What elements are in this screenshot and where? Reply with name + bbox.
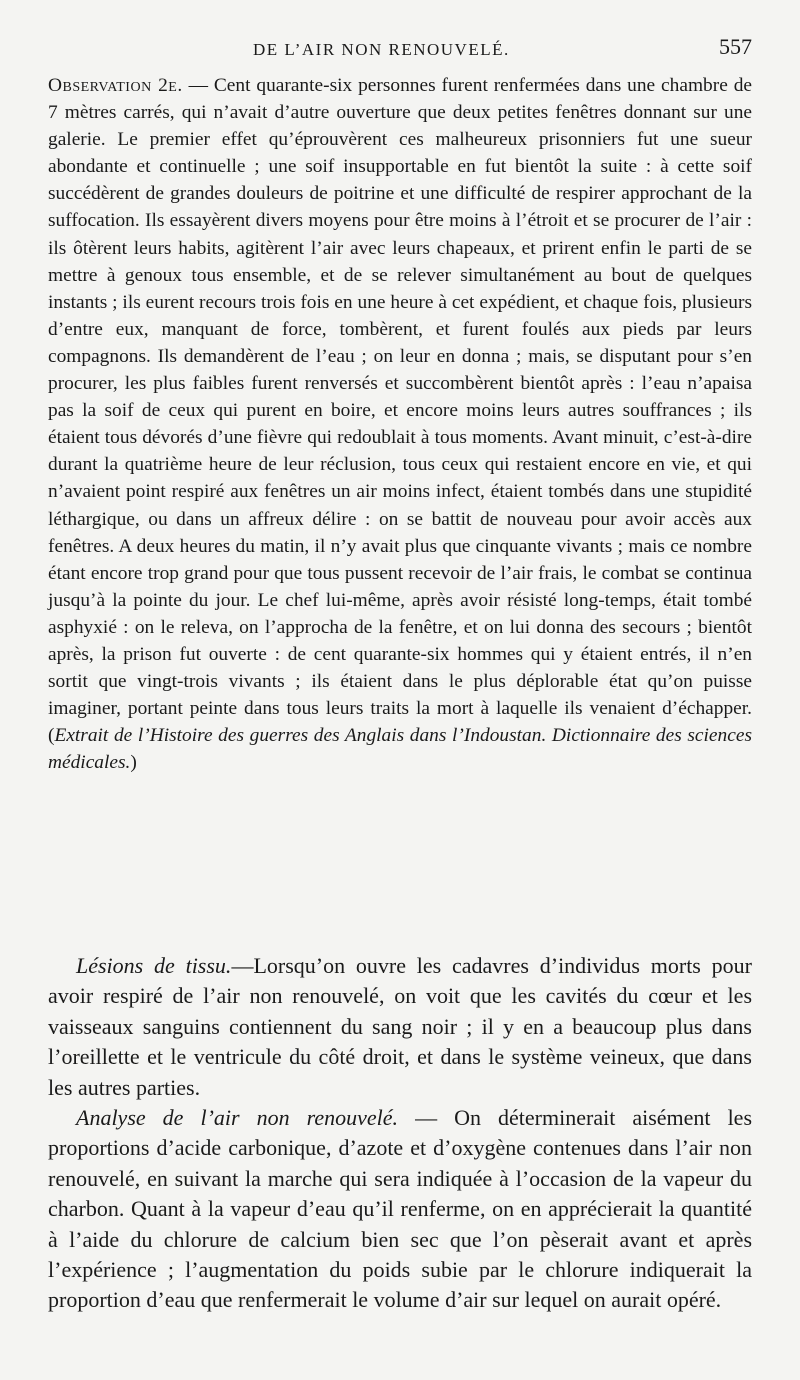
- observation-section: [48, 72, 752, 776]
- observation-paragraph: [48, 72, 752, 776]
- page-number: 557: [719, 34, 752, 59]
- observation-citation: Extrait de l’Histoire des guerres des Anglais dans l’Indoustan. Dictionnaire des sciences médicales.: [48, 725, 752, 774]
- observation-label: Observation 2e.: [48, 75, 183, 96]
- observation-closing: ): [130, 752, 137, 774]
- observation-text: — Cent quarante-six personnes furent renfermées dans une chambre de 7 mètres carrés, qui n’avait d’autre ouverture que deux petites fenêtres donnant sur une galerie. Le premier effet qu’éprouvèrent ces malheureux prisonniers fut une sueur abondante et continuelle ; une soif insupportable en fut bientôt la suite : à cette soif succédèrent de grandes douleurs de poitrine et une difficulté de respirer approchant de la suffocation. Ils essayèrent divers moyens pour être moins à l’étroit et se procurer de l’air : ils ôtèrent leurs habits, agitèrent l’air avec leurs chapeaux, et prirent enfin le parti de se mettre à genoux tous ensemble, et de se relever simultanément au bout de quelques instants ; ils eurent recours trois fois en une heure à cet expédient, et chaque fois, plusieurs d’entre eux, manquant de force, tombèrent, et furent foulés aux pieds par leurs compagnons. Ils demandèrent de l’eau ; on leur en donna ; mais, se disputant pour s’en procurer, les plus faibles furent renversés et succombèrent bientôt après : l’eau n’apaisa pas la soif de ceux qui purent en boire, et encore moins leurs autres souffrances ; ils étaient tous dévorés d’une fièvre qui redoublait à tous moments. Avant minuit, c’est-à-dire durant la quatrième heure de leur réclusion, tous ceux qui restaient encore en vie, et qui n’avaient point respiré aux fenêtres un air moins infect, étaient tombés dans une stupidité léthargique, ou dans un affreux délire : on se battit de nouveau pour avoir accès aux fenêtres. A deux heures du matin, il n’y avait plus que cinquante vivants ; mais ce nombre étant encore trop grand pour que tous pussent recevoir de l’air frais, le combat se continua jusqu’à la pointe du jour. Le chef lui-même, après avoir résisté long-temps, était tombé asphyxié : on le releva, on l’approcha de la fenêtre, et on lui donna des secours ; bientôt après, la prison fut ouverte : de cent quarante-six hommes qui y étaient entrés, il n’en sortit que vingt-trois vivants ; ils étaient dans le plus déplorable état qu’on puisse imaginer, portant peinte dans tous leurs traits la mort à laquelle ils venaient d’échapper. (: [48, 75, 752, 747]
- analyse-heading: Analyse de l’air non renouvelé.: [76, 1105, 399, 1131]
- lesions-paragraph: [48, 951, 752, 1103]
- main-text: [48, 951, 752, 1316]
- analyse-paragraph: [48, 1103, 752, 1316]
- analyse-text: — On déterminerait aisément les proportions d’acide carbonique, d’azote et d’oxygène contenues dans l’air non renouvelé, en suivant la marche qui sera indiquée à l’occasion de la vapeur du charbon. Quant à la vapeur d’eau qu’il renferme, on en apprécierait la quantité à l’aide du chlorure de calcium bien sec que l’on pèserait avant et après l’expérience ; l’augmentation du poids subie par le chlorure indiquerait la proportion d’eau que renfermerait le volume d’air sur lequel on aurait opéré.: [48, 1105, 753, 1313]
- page-header: [48, 34, 752, 66]
- lesions-heading: Lésions de tissu.: [76, 953, 232, 978]
- lesions-text: —Lorsqu’on ouvre les cadavres d’individus morts pour avoir respiré de l’air non renouvelé, on voit que les cavités du cœur et les vaisseaux sanguins contiennent du sang noir ; il y en a beaucoup plus dans l’oreillette et le ventricule du côté droit, et dans le système veineux, que dans les autres parties.: [48, 953, 752, 1100]
- running-title: DE L’AIR NON RENOUVELÉ.: [253, 40, 510, 59]
